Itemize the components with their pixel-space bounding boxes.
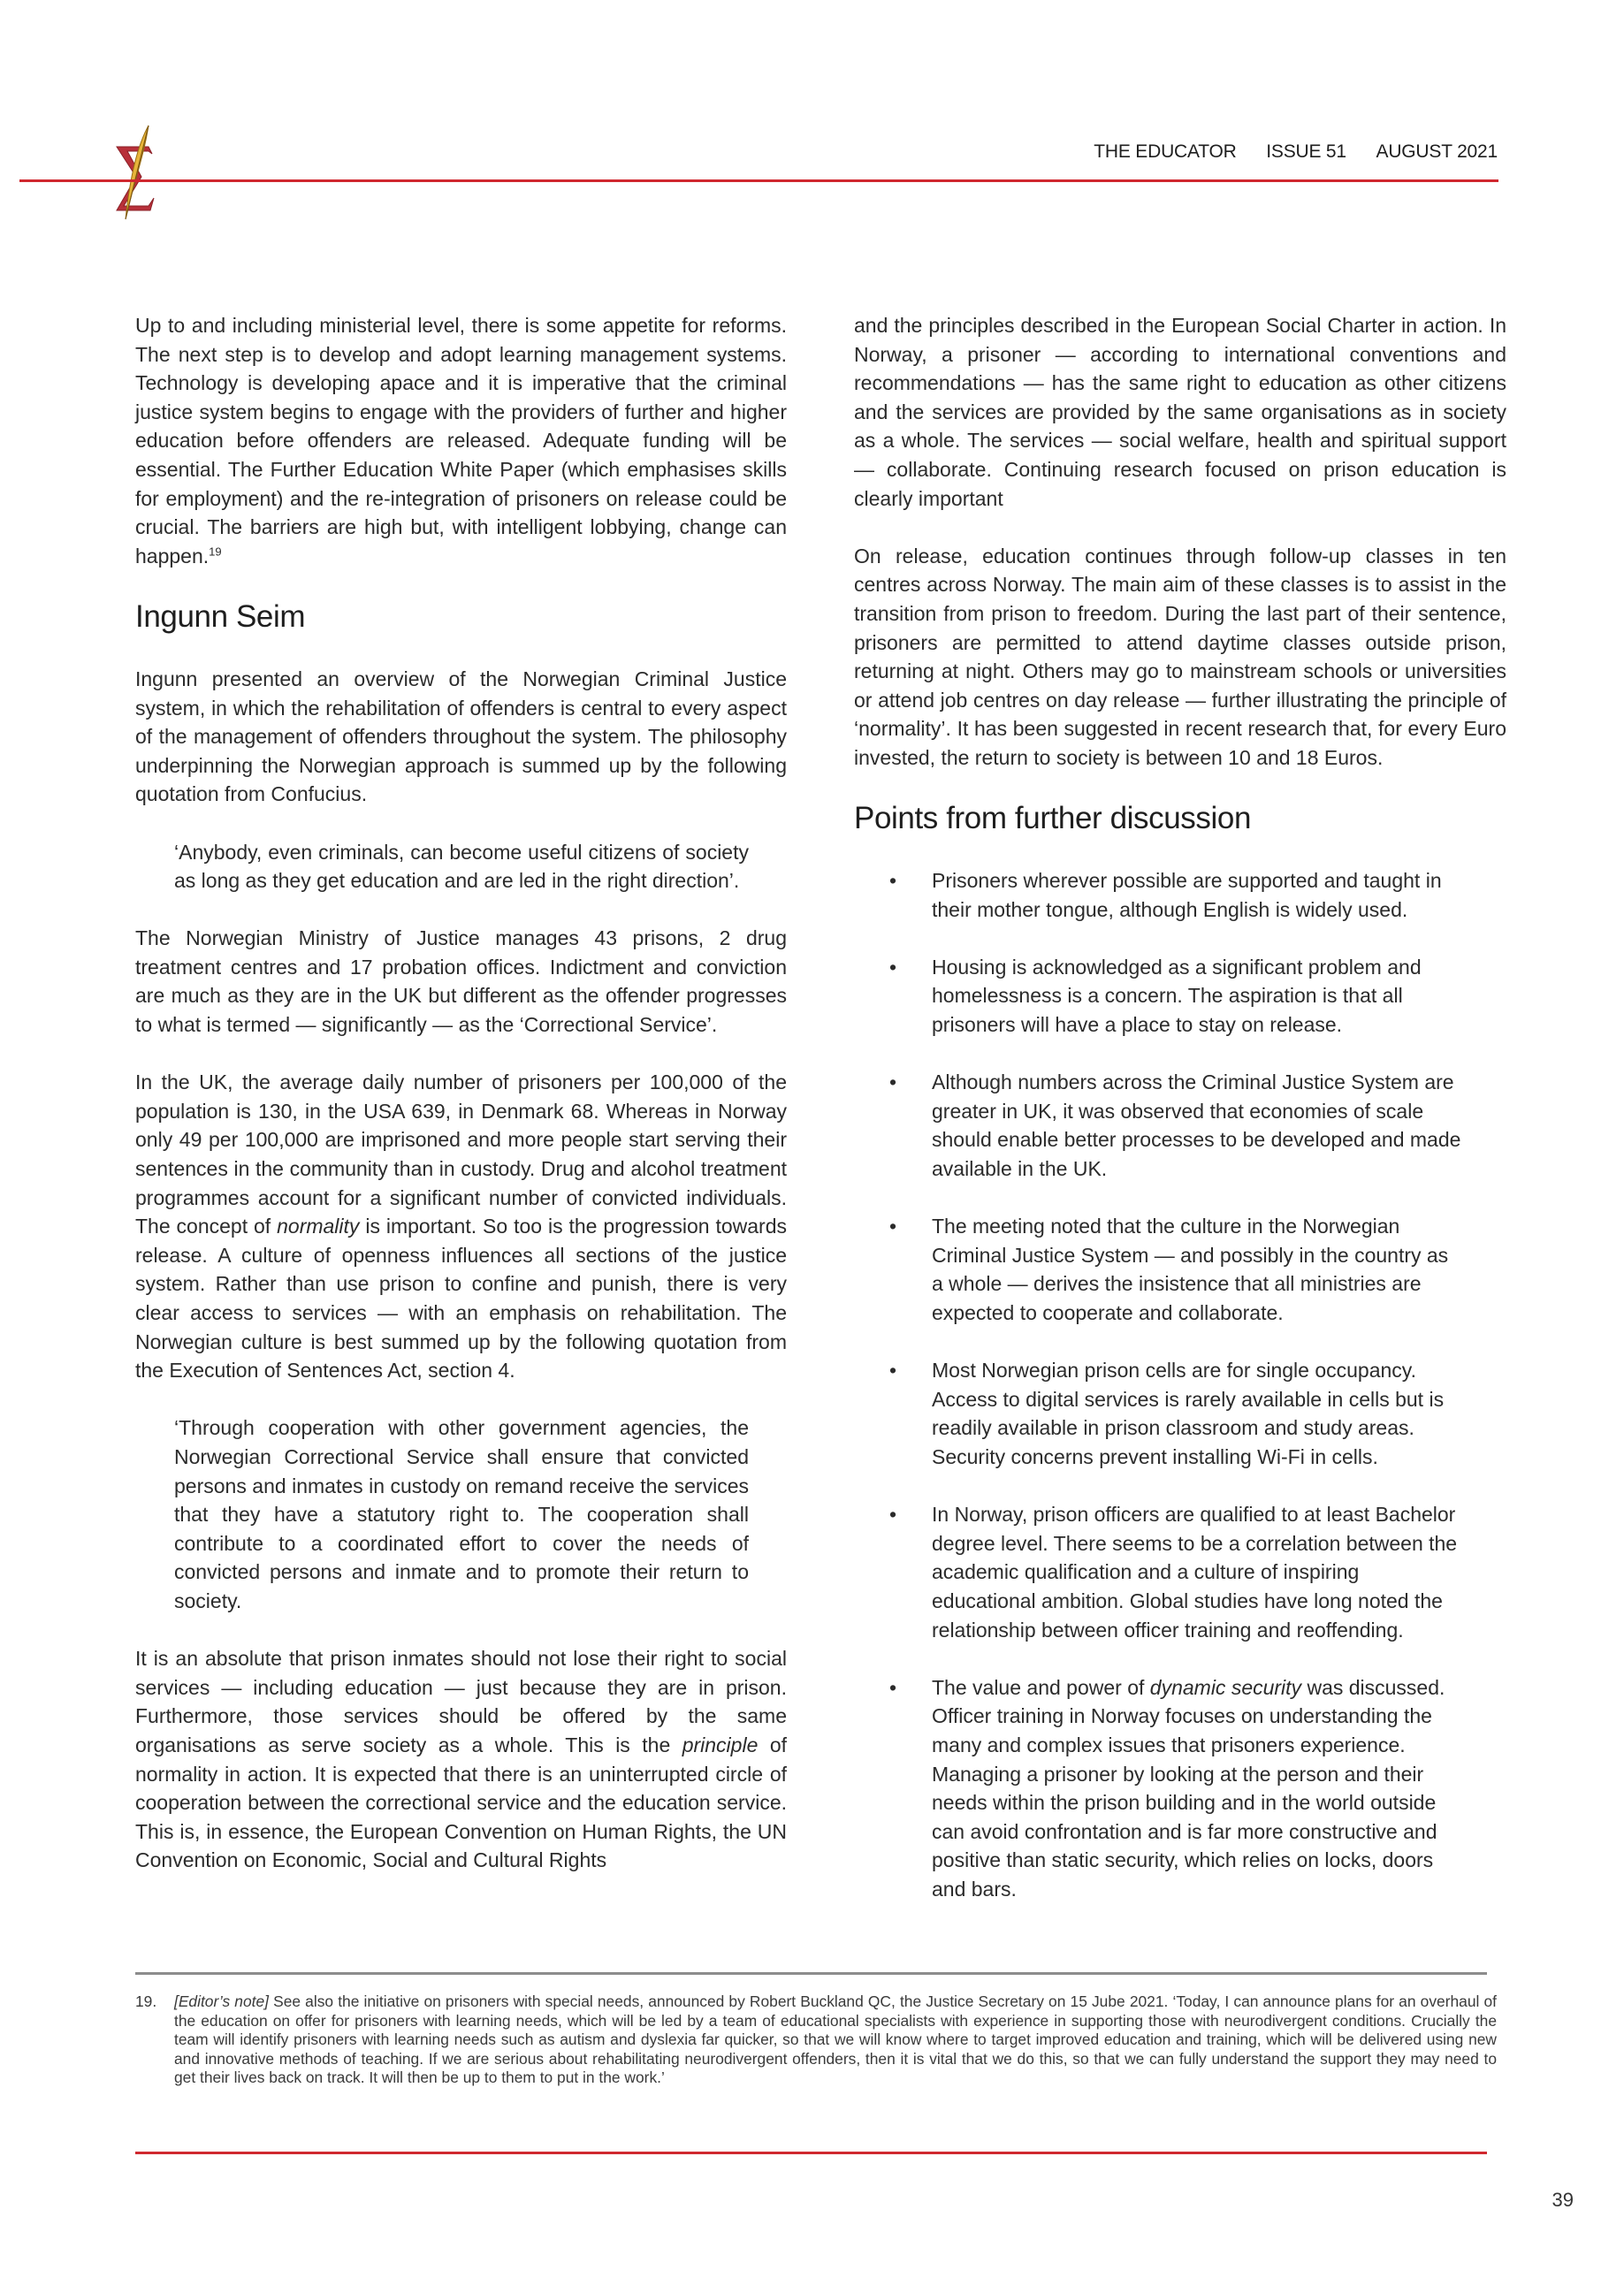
right-column <box>854 311 1506 1932</box>
bullet-icon: • <box>889 1070 897 1094</box>
footer-rule <box>135 2152 1487 2154</box>
quotation-execution-of-sentences-act: ‘Through cooperation with other government agencies, the Norwegian Correctional Service shall ensure that convicted persons and inmates in custody on remand receive the services that they have a statutory right to. The cooperation shall contribute to a coordinated effort to cover the needs of convicted persons and inmate and to promote their return to society. <box>174 1416 749 1612</box>
list-item: • Most Norwegian prison cells are for single occupancy. Access to digital services is rarely available in cells but is readily available in prison classroom and study areas. Security concerns prevent installing Wi-Fi in cells. <box>854 1356 1462 1471</box>
footnote-19 <box>135 1992 1497 2088</box>
footnote-label: [Editor’s note] <box>174 1992 269 2010</box>
footnote-ref[interactable]: 19 <box>209 545 222 559</box>
paragraph: Up to and including ministerial level, there is some appetite for reforms. The next step is to develop and adopt learning management systems. Technology is developing apace and it is imperative that the criminal justice system begins to engage with the providers of further and higher education before offenders are released. Adequate funding will be essential. The Further Education White Paper (which emphasises skills for employment) and the re-integration of prisoners on release could be crucial. The barriers are high but, with intelligent lobbying, change can happen.$^{19}$ <box>135 314 787 568</box>
quill-sigma-logo-icon <box>113 124 157 228</box>
header-rule <box>19 179 1498 182</box>
bullet-icon: • <box>889 1359 897 1383</box>
paragraph: On release, education continues through follow-up classes in ten centres across Norway. The main aim of these classes is to assist in the transition from prison to freedom. During the last part of their sentence, prisoners are permitted to attend daytime classes outside prison, returning at night. Others may go to mainstream schools or universities or attend job centres on day release — further illustrating the principle of ‘normality’. It has been suggested in recent research that, for every Euro invested, the return to society is between 10 and 18 Euros. <box>854 544 1506 769</box>
bullet-icon: • <box>889 1215 897 1238</box>
issue-date: AUGUST 2021 <box>1376 141 1498 162</box>
bullet-icon: • <box>889 1503 897 1527</box>
footnote-separator <box>135 1972 1487 1975</box>
bullet-icon: • <box>889 955 897 979</box>
paragraph: Ingunn presented an overview of the Norwegian Criminal Justice system, in which the rehabilitation of offenders is central to every aspect of the management of offenders throughout the system. The philosophy underpinning the Norwegian approach is summed up by the following quotation from Confucius. <box>135 667 787 806</box>
paragraph: It is an absolute that prison inmates should not lose their right to social services — including education — just because they are in prison. Furthermore, those services should be offered by the same organisations as serve society as a whole. This is the principle of normality in action. It is expected that there is an uninterrupted circle of cooperation between the correctional service and the education service. This is, in essence, the European Convention on Human Rights, the UN Convention on Economic, Social and Cultural Rights <box>135 1647 787 1872</box>
list-item: • In Norway, prison officers are qualified to at least Bachelor degree level. There seems to be a correlation between the academic qualification and a culture of inspiring educational ambition. Global studies have long noted the relationship between officer training and reoffending. <box>854 1500 1462 1644</box>
paragraph: In the UK, the average daily number of prisoners per 100,000 of the population is 130, in the USA 639, in Denmark 68. Whereas in Norway only 49 per 100,000 are imprisoned and more people start serving their sentences in the community than in custody. Drug and alcohol treatment programmes account for a significant number of convicted individuals. The concept of normality is important. So too is the progression towards release. A culture of openness influences all sections of the justice system. Rather than use prison to confine and punish, there is very clear access to services — with an emphasis on rehabilitation. The Norwegian culture is best summed up by the following quotation from the Execution of Sentences Act, section 4. <box>135 1070 787 1383</box>
list-item: • Although numbers across the Criminal Justice System are greater in UK, it was observed that economies of scale should enable better processes to be developed and made available in the UK. <box>854 1068 1462 1183</box>
footnote-number: 19. <box>135 1992 157 2010</box>
bullet-icon: • <box>889 1675 897 1699</box>
running-header <box>1069 141 1498 163</box>
list-item: • The meeting noted that the culture in the Norwegian Criminal Justice System — and possibly in the country as a whole — derives the insistence that all ministries are expected to cooperate and collaborate. <box>854 1212 1462 1327</box>
list-item: • Housing is acknowledged as a significant problem and homelessness is a concern. The aspiration is that all prisoners will have a place to stay on release. <box>854 953 1462 1040</box>
bullet-icon: • <box>889 869 897 893</box>
quotation-confucius: ‘Anybody, even criminals, can become useful citizens of society as long as they get education and are led in the right direction’. <box>174 840 749 893</box>
page-number: 39 <box>1552 2189 1574 2211</box>
section-heading-further-discussion: Points from further discussion <box>854 801 1252 836</box>
paragraph: and the principles described in the European Social Charter in action. In Norway, a prisoner — according to international conventions and recommendations — has the same right to education as other citizens and the services are provided by the same organisations as in society as a whole. The services — social welfare, health and spiritual support — collaborate. Continuing research focused on prison education is clearly important <box>854 314 1506 510</box>
footnote-text: See also the initiative on prisoners with special needs, announced by Robert Buckland QC, the Justice Secretary on 15 Jube 2021. ‘Today, I can announce plans for an overhaul of the education on offer for prisoners with learning needs, which will be led by a team of educational specialists with experience in supporting those with neurodivergent conditions. Crucially the team will identify prisoners with learning needs such as autism and dyslexia far quicker, so that we will know where to target improved education and training, which will be delivered using new and innovative methods of teaching. If we are serious about rehabilitating neurodivergent offenders, then it is vital that we do this, so that we can fully understand the support they may need to get their lives back on track. It will then be up to them to put in the work.’ <box>174 1992 1497 2086</box>
left-column <box>135 311 787 1903</box>
issue-number: ISSUE 51 <box>1266 141 1346 162</box>
paragraph: The Norwegian Ministry of Justice manages 43 prisons, 2 drug treatment centres and 17 probation offices. Indictment and conviction are much as they are in the UK but different as the offender progresses to what is termed — significantly — as the ‘Correctional Service’. <box>135 926 787 1037</box>
list-item: • The value and power of dynamic security was discussed. Officer training in Norway focuses on understanding the many and complex issues that prisoners experience. Managing a prisoner by looking at the person and their needs within the prison building and in the world outside can avoid confrontation and is far more constructive and positive than static security, which relies on locks, doors and bars. <box>854 1673 1462 1904</box>
discussion-points-list <box>854 866 1506 1903</box>
section-heading-ingunn-seim: Ingunn Seim <box>135 598 306 634</box>
publication-title: THE EDUCATOR <box>1094 141 1237 162</box>
list-item: • Prisoners wherever possible are supported and taught in their mother tongue, although English is widely used. <box>854 866 1462 924</box>
